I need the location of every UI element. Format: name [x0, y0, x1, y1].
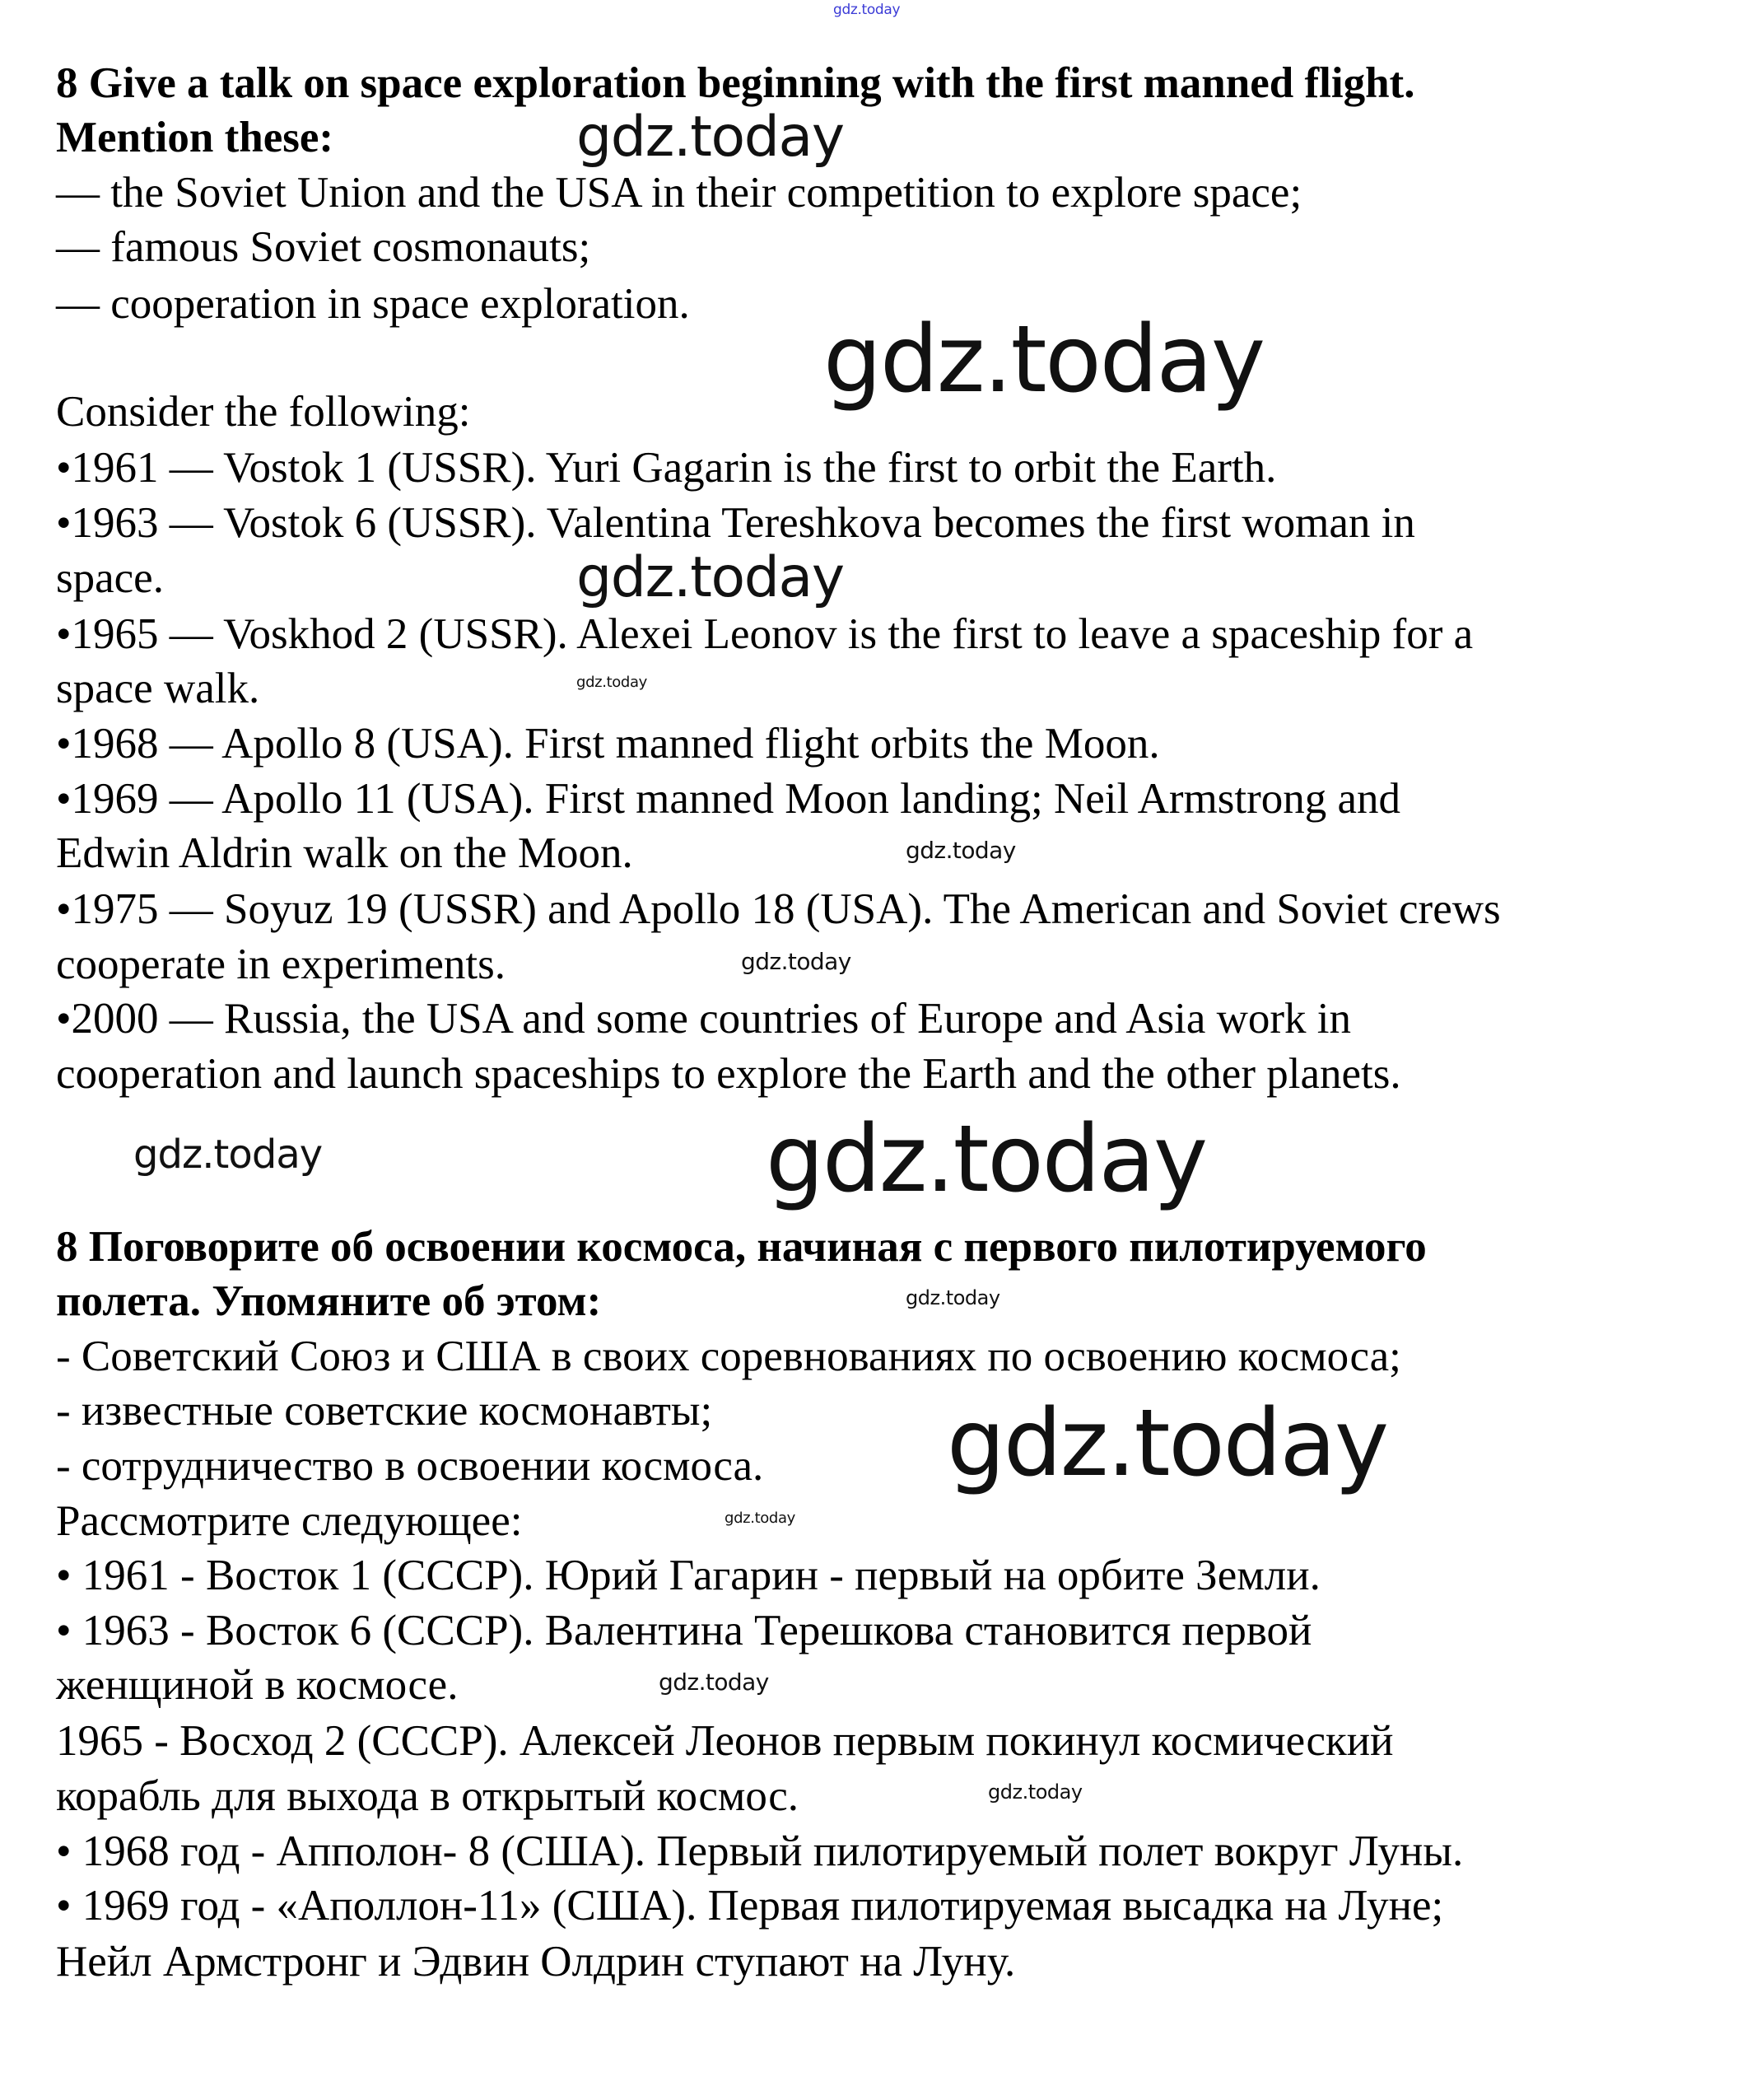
- watermark: gdz.today: [988, 1780, 1083, 1804]
- timeline-line: •1968 — Apollo 8 (USA). First manned flight orbits the Moon.: [56, 720, 1160, 768]
- mention-item: — the Soviet Union and the USA in their competition to explore space;: [56, 169, 1302, 217]
- timeline-line-ru: 1965 - Восход 2 (СССР). Алексей Леонов первым покинул космический: [56, 1717, 1394, 1765]
- timeline-line: •1963 — Vostok 6 (USSR). Valentina Tereshkova becomes the first woman in: [56, 499, 1415, 547]
- watermark: gdz.today: [947, 1390, 1387, 1497]
- timeline-line-ru: женщиной в космосе.: [56, 1661, 459, 1709]
- watermark: gdz.today: [725, 1510, 795, 1527]
- watermark: gdz.today: [659, 1668, 769, 1696]
- task-heading-ru-2: полета. Упомяните об этом:: [56, 1277, 602, 1325]
- mention-item: — famous Soviet cosmonauts;: [56, 223, 591, 271]
- timeline-line: •1969 — Apollo 11 (USA). First manned Moon landing; Neil Armstrong and: [56, 775, 1401, 823]
- watermark: gdz.today: [766, 1106, 1206, 1213]
- task-heading-ru: 8 Поговорите об освоении космоса, начиная с первого пилотируемого: [56, 1223, 1427, 1271]
- mention-item-ru: - сотрудничество в освоении космоса.: [56, 1442, 764, 1490]
- timeline-line: cooperate in experiments.: [56, 940, 506, 988]
- timeline-line: •1975 — Soyuz 19 (USSR) and Apollo 18 (USA). The American and Soviet crews: [56, 885, 1501, 933]
- timeline-line: space.: [56, 554, 164, 602]
- watermark: gdz.today: [576, 105, 844, 170]
- timeline-line: •1965 — Voskhod 2 (USSR). Alexei Leonov is the first to leave a spaceship for a: [56, 610, 1474, 658]
- watermark: gdz.today: [741, 948, 851, 975]
- mention-item: — cooperation in space exploration.: [56, 280, 690, 328]
- timeline-line: cooperation and launch spaceships to explore the Earth and the other planets.: [56, 1050, 1401, 1098]
- timeline-line-ru: • 1963 - Восток 6 (СССР). Валентина Терешкова становится первой: [56, 1607, 1312, 1654]
- timeline-line-ru: • 1969 год - «Аполлон-11» (США). Первая пилотируемая высадка на Луне;: [56, 1882, 1444, 1930]
- mention-item-ru: - Советский Союз и США в своих соревнованиях по освоению космоса;: [56, 1332, 1401, 1380]
- timeline-line-ru: • 1961 - Восток 1 (СССР). Юрий Гагарин - первый на орбите Земли.: [56, 1552, 1321, 1599]
- timeline-line: •1961 — Vostok 1 (USSR). Yuri Gagarin is the first to orbit the Earth.: [56, 444, 1277, 492]
- mention-item-ru: - известные советские космонавты;: [56, 1387, 713, 1435]
- timeline-line: Edwin Aldrin walk on the Moon.: [56, 829, 633, 877]
- watermark: gdz.today: [833, 2, 901, 18]
- consider-heading-ru: Рассмотрите следующее:: [56, 1497, 523, 1545]
- timeline-line: •2000 — Russia, the USA and some countries of Europe and Asia work in: [56, 995, 1352, 1043]
- watermark: gdz.today: [133, 1132, 323, 1178]
- timeline-line-ru: • 1968 год - Апполон- 8 (США). Первый пилотируемый полет вокруг Луны.: [56, 1827, 1464, 1875]
- watermark: gdz.today: [906, 1286, 1000, 1309]
- watermark: gdz.today: [576, 545, 844, 610]
- watermark: gdz.today: [906, 837, 1016, 864]
- watermark: gdz.today: [576, 674, 647, 691]
- timeline-line-ru: корабль для выхода в открытый космос.: [56, 1772, 799, 1820]
- mention-heading: Mention these:: [56, 114, 334, 161]
- timeline-line-ru: Нейл Армстронг и Эдвин Олдрин ступают на Луну.: [56, 1938, 1016, 1986]
- timeline-line: space walk.: [56, 665, 260, 712]
- consider-heading: Consider the following:: [56, 388, 471, 436]
- task-heading: 8 Give a talk on space exploration beginning with the first manned flight.: [56, 59, 1415, 107]
- watermark: gdz.today: [823, 306, 1264, 413]
